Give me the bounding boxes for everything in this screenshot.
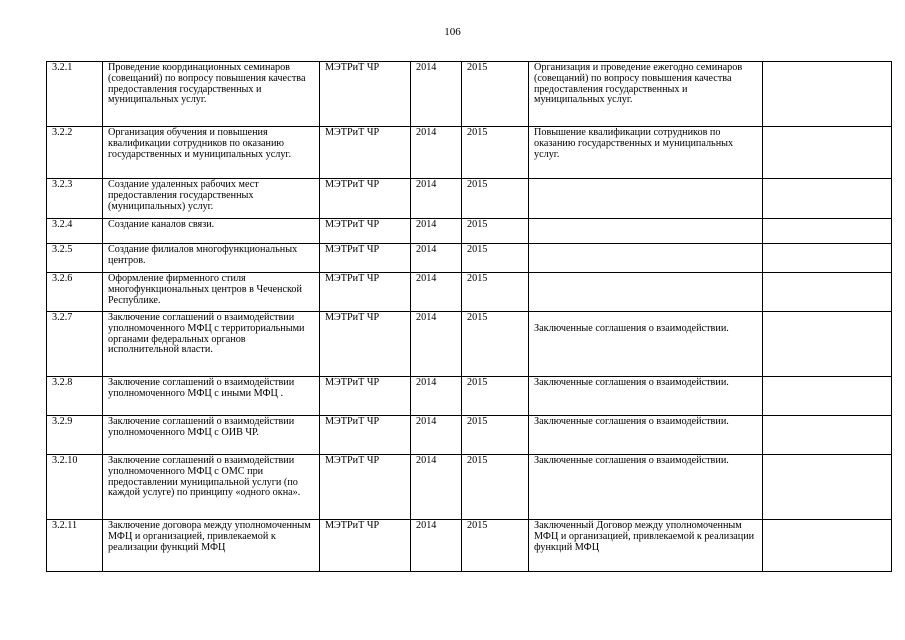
measure-name: Заключение договора между уполномоченным МФЦ и организацией, привлекаемой к реализации функций МФЦ xyxy=(103,520,320,572)
expected-result: Заключенные соглашения о взаимодействии. xyxy=(534,323,729,334)
table-row xyxy=(47,377,892,416)
row-number: 3.2.8 xyxy=(47,377,103,416)
end-year: 2015 xyxy=(462,127,529,179)
measure-name: Заключение соглашений о взаимодействии уполномоченного МФЦ с ОМС при предоставлении муниципальной услуги (по каждой услуге) по принципу «одного окна». xyxy=(103,455,320,520)
measure-name: Создание удаленных рабочих мест предоставления государственных (муниципальных) услуг. xyxy=(103,179,320,219)
table-row xyxy=(47,273,892,312)
table-row xyxy=(47,520,892,572)
note-cell xyxy=(763,244,892,273)
row-number: 3.2.3 xyxy=(47,179,103,219)
expected-result: Организация и проведение ежегодно семинаров (совещаний) по вопросу повышения качества предоставления государственных и муниципальных услуг. xyxy=(529,62,763,127)
expected-result: Повышение квалификации сотрудников по оказанию государственных и муниципальных услуг. xyxy=(529,127,763,179)
executor: МЭТРиТ ЧР xyxy=(320,127,411,179)
row-number: 3.2.6 xyxy=(47,273,103,312)
end-year: 2015 xyxy=(462,416,529,455)
row-number: 3.2.1 xyxy=(47,62,103,127)
start-year: 2014 xyxy=(411,377,462,416)
executor: МЭТРиТ ЧР xyxy=(320,377,411,416)
table-row xyxy=(47,244,892,273)
note-cell xyxy=(763,377,892,416)
executor: МЭТРиТ ЧР xyxy=(320,244,411,273)
executor: МЭТРиТ ЧР xyxy=(320,219,411,244)
start-year: 2014 xyxy=(411,127,462,179)
start-year: 2014 xyxy=(411,179,462,219)
executor: МЭТРиТ ЧР xyxy=(320,312,411,377)
expected-result: Заключенные соглашения о взаимодействии. xyxy=(529,416,763,455)
measure-name: Заключение соглашений о взаимодействии уполномоченного МФЦ с иными МФЦ . xyxy=(103,377,320,416)
table-row xyxy=(47,179,892,219)
note-cell xyxy=(763,520,892,572)
measure-name: Создание каналов связи. xyxy=(103,219,320,244)
end-year: 2015 xyxy=(462,312,529,377)
expected-result: Заключенные соглашения о взаимодействии. xyxy=(529,455,763,520)
end-year: 2015 xyxy=(462,62,529,127)
start-year: 2014 xyxy=(411,416,462,455)
executor: МЭТРиТ ЧР xyxy=(320,416,411,455)
row-number: 3.2.9 xyxy=(47,416,103,455)
note-cell xyxy=(763,273,892,312)
table-row xyxy=(47,127,892,179)
expected-result xyxy=(529,219,763,244)
end-year: 2015 xyxy=(462,273,529,312)
expected-result-cell xyxy=(529,312,763,377)
note-cell xyxy=(763,127,892,179)
row-number: 3.2.10 xyxy=(47,455,103,520)
expected-result: Заключенные соглашения о взаимодействии. xyxy=(529,377,763,416)
measure-name: Оформление фирменного стиля многофункциональных центров в Чеченской Республике. xyxy=(103,273,320,312)
note-cell xyxy=(763,62,892,127)
executor: МЭТРиТ ЧР xyxy=(320,455,411,520)
start-year: 2014 xyxy=(411,244,462,273)
measure-name: Организация обучения и повышения квалификации сотрудников по оказанию государственных и муниципальных услуг. xyxy=(103,127,320,179)
table-row xyxy=(47,416,892,455)
expected-result xyxy=(529,273,763,312)
end-year: 2015 xyxy=(462,244,529,273)
start-year: 2014 xyxy=(411,455,462,520)
end-year: 2015 xyxy=(462,455,529,520)
page-number: 106 xyxy=(444,26,461,38)
note-cell xyxy=(763,416,892,455)
executor: МЭТРиТ ЧР xyxy=(320,62,411,127)
row-number: 3.2.7 xyxy=(47,312,103,377)
table-row xyxy=(47,219,892,244)
measure-name: Заключение соглашений о взаимодействии уполномоченного МФЦ с территориальными органами федеральных органов исполнительной власти. xyxy=(103,312,320,377)
end-year: 2015 xyxy=(462,179,529,219)
executor: МЭТРиТ ЧР xyxy=(320,520,411,572)
start-year: 2014 xyxy=(411,312,462,377)
executor: МЭТРиТ ЧР xyxy=(320,179,411,219)
expected-result xyxy=(529,244,763,273)
start-year: 2014 xyxy=(411,219,462,244)
expected-result xyxy=(529,179,763,219)
executor: МЭТРиТ ЧР xyxy=(320,273,411,312)
note-cell xyxy=(763,179,892,219)
row-number: 3.2.5 xyxy=(47,244,103,273)
row-number: 3.2.4 xyxy=(47,219,103,244)
note-cell xyxy=(763,312,892,377)
measures-table xyxy=(46,61,892,572)
end-year: 2015 xyxy=(462,377,529,416)
end-year: 2015 xyxy=(462,520,529,572)
note-cell xyxy=(763,455,892,520)
measure-name: Создание филиалов многофункциональных центров. xyxy=(103,244,320,273)
row-number: 3.2.2 xyxy=(47,127,103,179)
table-row xyxy=(47,312,892,377)
start-year: 2014 xyxy=(411,273,462,312)
table-row xyxy=(47,455,892,520)
table-row xyxy=(47,62,892,127)
measure-name: Заключение соглашений о взаимодействии уполномоченного МФЦ с ОИВ ЧР. xyxy=(103,416,320,455)
row-number: 3.2.11 xyxy=(47,520,103,572)
start-year: 2014 xyxy=(411,520,462,572)
measure-name: Проведение координационных семинаров (совещаний) по вопросу повышения качества предоставления государственных и муниципальных услуг. xyxy=(103,62,320,127)
end-year: 2015 xyxy=(462,219,529,244)
start-year: 2014 xyxy=(411,62,462,127)
expected-result: Заключенный Договор между уполномоченным МФЦ и организацией, привлекаемой к реализации функций МФЦ xyxy=(529,520,763,572)
note-cell xyxy=(763,219,892,244)
